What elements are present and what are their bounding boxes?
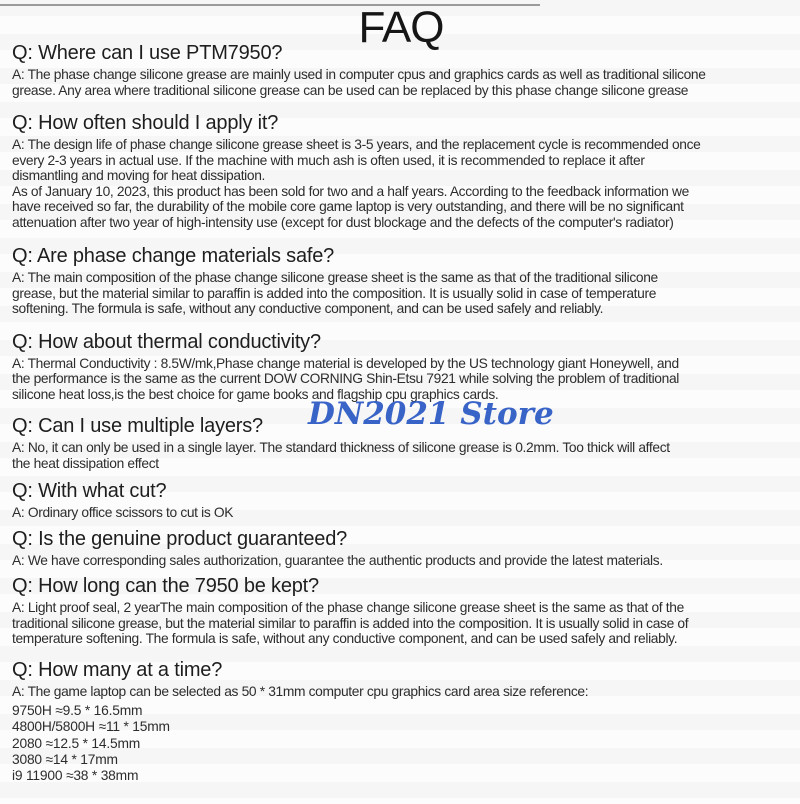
size-list-item: 2080 ≈12.5 * 14.5mm xyxy=(12,735,141,751)
page-title: FAQ xyxy=(358,3,444,52)
faq-question: Q: How about thermal conductivity? xyxy=(12,330,321,353)
answer-line: attenuation after two year of high-intensity use (except for dust blockage and the defects of the computer's radiator) xyxy=(12,214,674,230)
answer-line: every 2-3 years in actual use. If the machine with much ash is often used, it is recommended to replace it after xyxy=(12,152,645,168)
size-list-item: 4800H/5800H ≈11 * 15mm xyxy=(12,719,170,735)
answer-line: silicone heat loss,is the best choice for game books and flagship cpu graphics cards. xyxy=(12,386,499,402)
answer-line: A: No, it can only be used in a single layer. The standard thickness of silicone grease is 0.2mm. Too thick will affect xyxy=(12,440,670,455)
faq-answer xyxy=(12,600,790,647)
answer-line: softening. The formula is safe, without any conductive component, and can be used safely and reliably. xyxy=(12,301,604,316)
size-list-item: i9 11900 ≈38 * 38mm xyxy=(12,768,139,784)
answer-line: As of January 10, 2023, this product has been sold for two and a half years. According to the feedback information we xyxy=(12,183,689,199)
answer-line: A: Thermal Conductivity : 8.5W/mk,Phase change material is developed by the US technology giant Honeywell, and xyxy=(12,355,679,371)
faq-answer xyxy=(12,270,790,317)
faq-question: Q: How many at a time? xyxy=(12,658,223,681)
faq-answer xyxy=(12,553,790,569)
answer-line: A: Light proof seal, 2 yearThe main composition of the phase change silicone grease sheet is the same as that of the xyxy=(12,600,684,615)
faq-answer xyxy=(12,356,790,403)
answer-line: grease. Any area where traditional silicone grease can be used can be replaced by this phase change silicone grease xyxy=(12,82,689,98)
answer-line: the performance is the same as the current DOW CORNING Shin-Etsu 7921 while solving the problem of traditional xyxy=(12,371,679,386)
faq-answer xyxy=(12,505,790,521)
answer-line: temperature softening. The formula is safe, without any conductive component, and can be used safely and reliably. xyxy=(12,631,678,646)
faq-item-how-often xyxy=(12,112,790,230)
faq-answer xyxy=(12,67,790,98)
answer-line: the heat dissipation effect xyxy=(12,455,159,471)
faq-item-multiple-layers xyxy=(12,415,790,471)
faq-item-thermal-conductivity xyxy=(12,331,790,403)
size-list-item: 3080 ≈14 * 17mm xyxy=(12,751,118,767)
store-watermark: DN2021 Store xyxy=(308,396,554,432)
faq-page xyxy=(0,4,800,784)
faq-question: Q: How long can the 7950 be kept? xyxy=(12,575,319,597)
faq-question: Q: Where can I use PTM7950? xyxy=(12,42,283,64)
faq-item-how-many xyxy=(12,659,790,785)
answer-line: dismantling and moving for heat dissipation. xyxy=(12,168,266,183)
faq-item-how-long-kept xyxy=(12,575,790,647)
faq-question: Q: Is the genuine product guaranteed? xyxy=(12,527,348,550)
faq-answer xyxy=(12,684,790,700)
faq-item-materials-safe xyxy=(12,245,790,317)
faq-item-genuine-guaranteed xyxy=(12,528,790,569)
faq-question: Q: How often should I apply it? xyxy=(12,112,279,134)
answer-line: grease, but the material similar to paraffin is added into the composition. It is usually solid in case of temperature xyxy=(12,285,657,301)
faq-question: Q: Are phase change materials safe? xyxy=(12,245,335,267)
answer-line: A: The game laptop can be selected as 50 * 31mm computer cpu graphics card area size reference: xyxy=(12,683,589,699)
size-list-item: 9750H ≈9.5 * 16.5mm xyxy=(12,703,143,718)
faq-item-what-cut xyxy=(12,480,790,521)
faq-question: Q: With what cut? xyxy=(12,480,167,502)
answer-line: A: Ordinary office scissors to cut is OK xyxy=(12,505,234,520)
faq-answer xyxy=(12,137,790,230)
answer-line: A: We have corresponding sales authorization, guarantee the authentic products and provide the latest materials. xyxy=(12,552,663,568)
answer-line: traditional silicone grease, but the material similar to paraffin is added into the composition. It is usually solid in case of xyxy=(12,615,689,631)
answer-line: A: The main composition of the phase change silicone grease sheet is the same as that of the traditional silicone xyxy=(12,270,658,285)
answer-line: A: The phase change silicone grease are mainly used in computer cpus and graphics cards as well as traditional silicone xyxy=(12,67,706,82)
size-reference-list xyxy=(12,703,790,784)
faq-answer xyxy=(12,440,790,471)
answer-line: A: The design life of phase change silicone grease sheet is 3-5 years, and the replacement cycle is recommended once xyxy=(12,137,701,152)
answer-line: have received so far, the durability of the mobile core game laptop is very outstanding, and there will be no significant xyxy=(12,199,684,214)
faq-question: Q: Can I use multiple layers? xyxy=(12,415,263,437)
